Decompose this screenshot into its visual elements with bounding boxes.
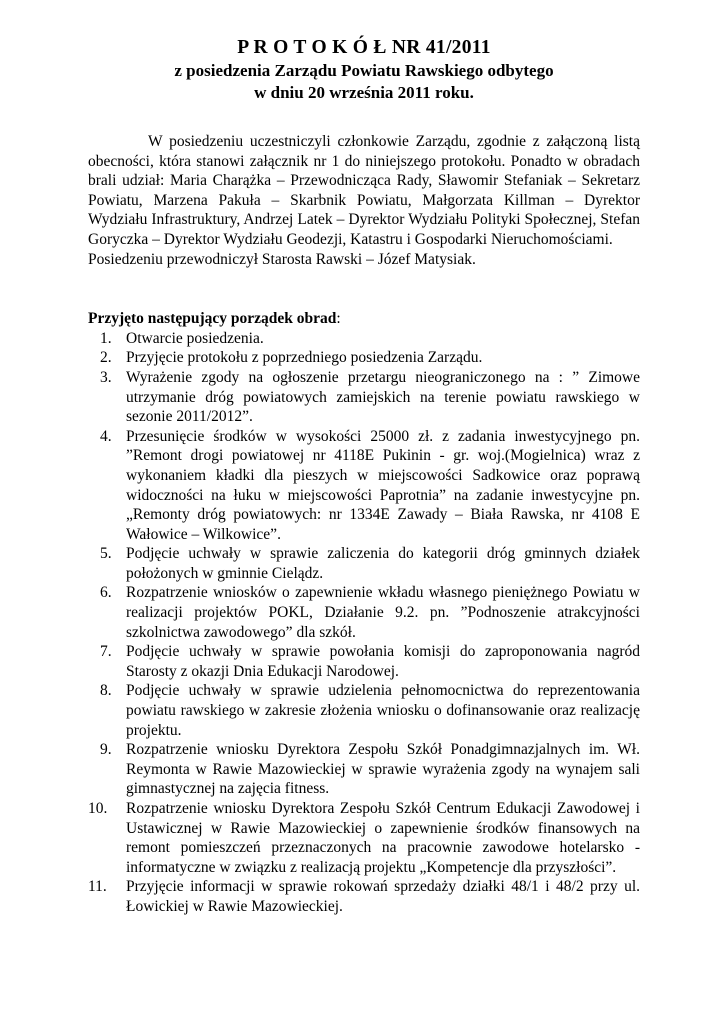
agenda-item-text: Podjęcie uchwały w sprawie zaliczenia do kategorii dróg gminnych działek położonych w gminnie Cielądz.	[126, 545, 640, 582]
agenda-item-number: 8.	[100, 682, 112, 700]
agenda-item-text: Podjęcie uchwały w sprawie powołania komisji do zaproponowania nagród Starosty z okazji Dnia Edukacji Narodowej.	[126, 643, 640, 680]
agenda-item-number: 6.	[100, 584, 112, 602]
agenda-item-text: Przesunięcie środków w wysokości 25000 zł. z zadania inwestycyjnego pn. ”Remont drogi powiatowej nr 4118E Pukinin - gr. woj.(Mogielnica) wraz z wykonaniem kładki dla pieszych w miejscowości Sadkowice oraz poprawą widoczności na łuku w miejscowości Paprotnia” na zadanie inwestycyjne pn. „Remonty dróg powiatowych: nr 1334E Zawady – Biała Rawska, nr 4108 E Wałowice – Wilkowice”.	[126, 427, 640, 543]
agenda-item-number: 3.	[100, 368, 112, 386]
agenda-item-number: 7.	[100, 643, 112, 661]
agenda-heading-text: Przyjęto następujący porządek obrad	[88, 310, 337, 328]
agenda-list	[88, 329, 640, 917]
agenda-item-number: 11.	[88, 878, 107, 896]
agenda-item-number: 5.	[100, 545, 112, 563]
agenda-item	[88, 642, 640, 681]
document-page	[88, 36, 640, 917]
agenda-item	[88, 544, 640, 583]
agenda-item-text: Przyjęcie informacji w sprawie rokowań sprzedaży działki 48/1 i 48/2 przy ul. Łowickiej w Rawie Mazowieckiej.	[126, 878, 640, 915]
agenda-heading-colon: :	[336, 310, 341, 328]
chair-sentence: Posiedzeniu przewodniczył Starosta Rawski – Józef Matysiak.	[88, 250, 476, 268]
agenda-item	[88, 368, 640, 427]
agenda-item	[88, 877, 640, 916]
agenda-item-text: Rozpatrzenie wniosku Dyrektora Zespołu Szkół Ponadgimnazjalnych im. Wł. Reymonta w Rawie Mazowieckiej w sprawie wyrażenia zgody na wynajem sali gimnastycznej na zajęcia fitness.	[126, 741, 640, 798]
agenda-item-number: 9.	[100, 741, 112, 759]
agenda-item	[88, 740, 640, 799]
agenda-item-number: 2.	[100, 349, 112, 367]
agenda-item	[88, 329, 640, 349]
agenda-item-number: 1.	[100, 329, 112, 347]
agenda-item-text: Podjęcie uchwały w sprawie udzielenia pełnomocnictwa do reprezentowania powiatu rawskiego w zakresie złożenia wniosku o dofinansowanie oraz realizację projektu.	[126, 682, 640, 739]
agenda-item-text: Wyrażenie zgody na ogłoszenie przetargu nieograniczonego na : ” Zimowe utrzymanie dróg powiatowych zamiejskich na terenie powiatu rawskiego w sezonie 2011/2012”.	[126, 368, 640, 426]
agenda-item	[88, 583, 640, 642]
agenda-item-text: Przyjęcie protokołu z poprzedniego posiedzenia Zarządu.	[126, 349, 483, 367]
document-subtitle-line1: z posiedzenia Zarządu Powiatu Rawskiego odbytego	[174, 61, 554, 80]
agenda-item	[88, 427, 640, 545]
agenda-item-text: Rozpatrzenie wniosków o zapewnienie wkładu własnego pieniężnego Powiatu w realizacji projektów POKL, Działanie 9.2. pn. ”Podnoszenie atrakcyjności szkolnictwa zawodowego” dla szkół.	[126, 584, 640, 641]
agenda-item-number: 10.	[88, 800, 108, 817]
document-subtitle-line2: w dniu 20 września 2011 roku.	[254, 83, 474, 102]
agenda-item	[88, 348, 640, 368]
agenda-item-number: 4.	[100, 427, 112, 445]
agenda-item	[88, 799, 640, 877]
agenda-item-text: Otwarcie posiedzenia.	[126, 329, 264, 347]
agenda-item-text: Rozpatrzenie wniosku Dyrektora Zespołu Szkół Centrum Edukacji Zawodowej i Ustawicznej w Rawie Mazowieckiej o zapewnienie środków finansowych na remont pomieszczeń przeznaczonych na pracownie zawodowe hotelarsko - informatyczne w związku z realizacją projektu „Kompetencje dla przyszłości”.	[126, 800, 640, 876]
agenda-heading	[88, 309, 640, 329]
agenda-item	[88, 681, 640, 740]
document-title: P R O T O K Ó Ł NR 41/2011	[237, 37, 491, 58]
intro-paragraph: W posiedzeniu uczestniczyli członkowie Zarządu, zgodnie z załączoną listą obecności, która stanowi załącznik nr 1 do niniejszego protokołu. Ponadto w obradach brali udział: Maria Charążka – Przewodnicząca Rady, Sławomir Stefaniak – Sekretarz Powiatu, Marzena Pakuła – Skarbnik Powiatu, Małgorzata Killman – Dyrektor Wydziału Infrastruktury, Andrzej Latek – Dyrektor Wydziału Polityki Społecznej, Stefan Goryczka – Dyrektor Wydziału Geodezji, Katastru i Gospodarki Nieruchomościami.	[88, 133, 640, 248]
